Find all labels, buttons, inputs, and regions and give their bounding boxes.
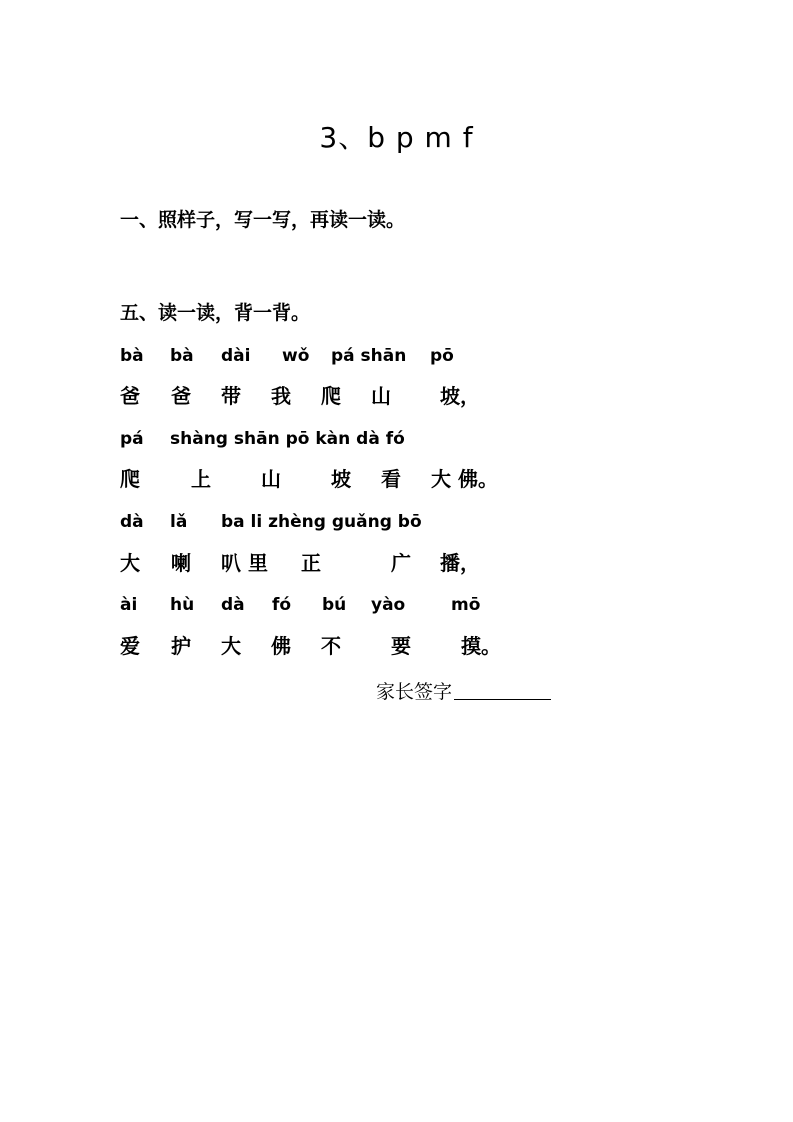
hanzi-char: 山 — [371, 384, 391, 408]
pinyin-line-2 — [0, 424, 793, 454]
pinyin-syllable: dài — [221, 346, 251, 366]
pinyin-syllable: hù — [170, 595, 195, 615]
hanzi-char: 坡 — [331, 467, 351, 491]
hanzi-char: 摸。 — [461, 634, 501, 658]
hanzi-char: 喇 — [171, 551, 191, 575]
pinyin-syllable: bà — [120, 346, 144, 366]
hanzi-char: 坡， — [440, 384, 480, 408]
hanzi-line-4 — [0, 631, 793, 661]
hanzi-char: 大 佛。 — [431, 467, 498, 491]
signature-label: 家长签字 — [376, 681, 453, 703]
pinyin-syllable: ài — [120, 595, 138, 615]
hanzi-char: 我 — [271, 384, 291, 408]
pinyin-syllable: pá shān — [331, 346, 407, 366]
hanzi-char: 带 — [221, 384, 241, 408]
pinyin-syllable: bà — [170, 346, 194, 366]
hanzi-char: 正 — [301, 551, 321, 575]
pinyin-line-1 — [0, 341, 793, 371]
signature-blank-line[interactable] — [454, 698, 551, 700]
pinyin-syllable: wǒ — [282, 346, 310, 366]
pinyin-syllable: pō — [430, 346, 454, 366]
pinyin-syllable: mō — [451, 595, 481, 615]
section-2-heading: 五、读一读，背一背。 — [120, 302, 311, 324]
pinyin-syllable: yào — [371, 595, 406, 615]
hanzi-char: 山 — [261, 467, 281, 491]
pinyin-syllable: dà — [120, 512, 144, 532]
hanzi-line-3 — [0, 548, 793, 578]
hanzi-char: 爬 — [321, 384, 341, 408]
hanzi-char: 爬 — [120, 467, 140, 491]
hanzi-char: 广 — [391, 551, 411, 575]
hanzi-char: 爸 — [171, 384, 191, 408]
hanzi-char: 不 — [321, 634, 341, 658]
pinyin-line-3 — [0, 507, 793, 537]
hanzi-char: 上 — [191, 467, 211, 491]
pinyin-syllable: fó — [272, 595, 292, 615]
hanzi-char: 播， — [440, 551, 480, 575]
hanzi-char: 佛 — [271, 634, 291, 658]
hanzi-char: 爱 — [120, 634, 140, 658]
hanzi-char: 看 — [381, 467, 401, 491]
pinyin-syllable: dà — [221, 595, 245, 615]
pinyin-syllable: lǎ — [170, 512, 188, 532]
page-title: 3、b p m f — [319, 121, 474, 154]
hanzi-char: 爸 — [120, 384, 140, 408]
hanzi-char: 大 — [221, 634, 241, 658]
pinyin-syllable: pá — [120, 429, 144, 449]
hanzi-char: 护 — [171, 634, 191, 658]
hanzi-char: 叭 里 — [221, 551, 268, 575]
section-1-heading: 一、照样子，写一写，再读一读。 — [120, 209, 406, 231]
pinyin-syllable: ba li zhèng guǎng bō — [221, 512, 422, 532]
pinyin-syllable: shàng shān pō kàn dà fó — [170, 429, 405, 449]
hanzi-char: 要 — [391, 634, 411, 658]
parent-signature — [376, 674, 551, 704]
hanzi-line-1 — [0, 381, 793, 411]
pinyin-syllable: bú — [322, 595, 347, 615]
hanzi-line-2 — [0, 464, 793, 494]
pinyin-line-4 — [0, 590, 793, 620]
hanzi-char: 大 — [120, 551, 140, 575]
